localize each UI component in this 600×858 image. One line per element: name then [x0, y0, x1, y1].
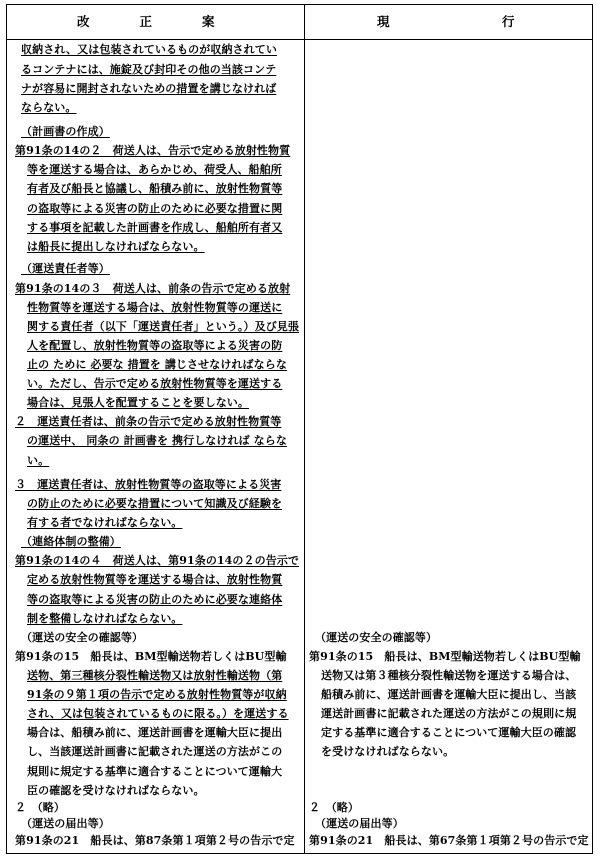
- revised-text-line: し、当該運送計画書に記載された運送の方法がこの: [27, 745, 283, 758]
- revised-text-line: 人を配置し、放射性物質等の盗取等による災害の防: [27, 339, 283, 352]
- current-text-line: を受けなければならない。: [321, 745, 455, 758]
- revised-text-line: 有する者でなければならない。: [27, 516, 183, 529]
- revised-text-line: の盗取等による災害の防止のために必要な措置に関: [27, 202, 283, 215]
- current-text-line: ２ （略）: [309, 801, 359, 814]
- current-text-line: （運送の安全の確認等）: [315, 631, 438, 644]
- revised-text-line: 第91条の14の２ 荷送人は、告示で定める放射性物質: [15, 144, 291, 157]
- revised-text-line: は船長に提出しなければならない。: [27, 240, 205, 253]
- revised-text-line: され、又は包装されているものに限る。）を運送する: [27, 707, 289, 720]
- revised-text-line: 第91条の14の３ 荷送人は、前条の告示で定める放射: [15, 282, 291, 295]
- revised-text-line: （運送の届出等）: [21, 817, 110, 830]
- revised-text-line: 等を運送する場合は、あらかじめ、荷受人、船舶所: [27, 163, 282, 176]
- current-text-line: 第91条の15 船長は、BM型輸送物若しくはBU型輸: [309, 650, 581, 663]
- revised-text-line: 制を整備しなければならない。: [27, 612, 183, 625]
- revised-text-line: 規則に規定する基準に適合することについて運輸大: [27, 765, 283, 778]
- revised-text-line: 止の ために 必要な 措置を 講じさせなければならな: [27, 358, 287, 371]
- revised-text-line: 等の盗取等による災害の防止のために必要な連絡体: [27, 593, 283, 606]
- current-text-line: 第91条の21 船長は、第67条第１項第２号の告示で定: [309, 834, 589, 847]
- current-text-line: （運送の届出等）: [315, 817, 404, 830]
- revised-text-line: 場合は、見張人を配置することを要しない。: [27, 396, 249, 409]
- revised-text-line: るコンテナには、施錠及び封印その他の当該コンテ: [21, 63, 277, 76]
- revised-text-line: （運送責任者等）: [21, 262, 110, 275]
- revised-text-line: の運送中、 同条の 計画書を 携行しなければ ならな: [27, 434, 287, 447]
- current-text-line: 船積み前に、運送計画書を運輸大臣に提出し、当該: [321, 688, 577, 701]
- revised-text-line: ナが容易に開封されないための措置を講じなければ: [21, 82, 277, 95]
- revised-text-line: 関する責任者（以下「運送責任者」という。）及び見張: [27, 320, 299, 333]
- revised-text-line: の防止のために必要な措置について知識及び経験を: [27, 497, 283, 510]
- revised-text-line: する事項を記載した計画書を作成し、船舶所有者又: [27, 221, 283, 234]
- revised-text-line: 送物、第三種核分裂性輸送物又は放射性輸送物（第: [27, 669, 283, 682]
- revised-text-line: い。ただし、告示で定める放射性物質等を運送する: [27, 377, 283, 390]
- current-text-line: 定する基準に適合することについて運輸大臣の確認: [321, 726, 577, 739]
- revised-text-line: い。: [27, 454, 50, 467]
- revised-text-line: ２ （略）: [15, 801, 65, 814]
- revised-text-line: 性物質等を運送する場合は、放射性物質等の運送に: [27, 301, 283, 314]
- revised-text-line: （運送の安全の確認等）: [21, 631, 144, 644]
- current-text-line: 送物又は第３種核分裂性輸送物を運送する場合は、: [321, 669, 577, 682]
- revised-text-line: 場合は、船積み前に、運送計画書を運輸大臣に提出: [27, 726, 283, 739]
- revised-text-line: （計画書の作成）: [21, 125, 110, 138]
- header-current: 現 行: [377, 14, 515, 29]
- revised-text-line: 定める放射性物質等を運送する場合は、放射性物質: [27, 573, 283, 586]
- comparison-table: [6, 4, 593, 854]
- revised-text-line: 第91条の21 船長は、第87条第１項第２号の告示で定: [15, 834, 295, 847]
- revised-text-line: ならない。: [21, 101, 77, 114]
- revised-text-line: 第91条の14の４ 荷送人は、第91条の14の２の告示で: [15, 554, 300, 567]
- revised-text-line: ２ 運送責任者は、前条の告示で定める放射性物質等: [15, 415, 282, 428]
- revised-text-line: 第91条の15 船長は、BM型輸送物若しくはBU型輸: [15, 650, 287, 663]
- revised-text-line: ３ 運送責任者は、放射性物質等の盗取等による災害: [15, 478, 282, 491]
- revised-text-line: 収納され、又は包装されているものが収納されてい: [21, 43, 277, 56]
- revised-text-line: 臣の確認を受けなければならない。: [27, 784, 205, 797]
- current-text-line: 運送計画書に記載された運送の方法がこの規則に規: [321, 707, 577, 720]
- column-divider: [304, 5, 305, 853]
- table-header: [7, 5, 592, 40]
- revised-text-line: 有者及び船長と協議し、船積み前に、放射性物質等: [27, 182, 283, 195]
- revised-text-line: 91条の９第１項の告示で定める放射性物質等が収納: [27, 688, 287, 701]
- header-revised: 改 正 案: [77, 14, 215, 29]
- revised-text-line: （連絡体制の整備）: [21, 535, 121, 548]
